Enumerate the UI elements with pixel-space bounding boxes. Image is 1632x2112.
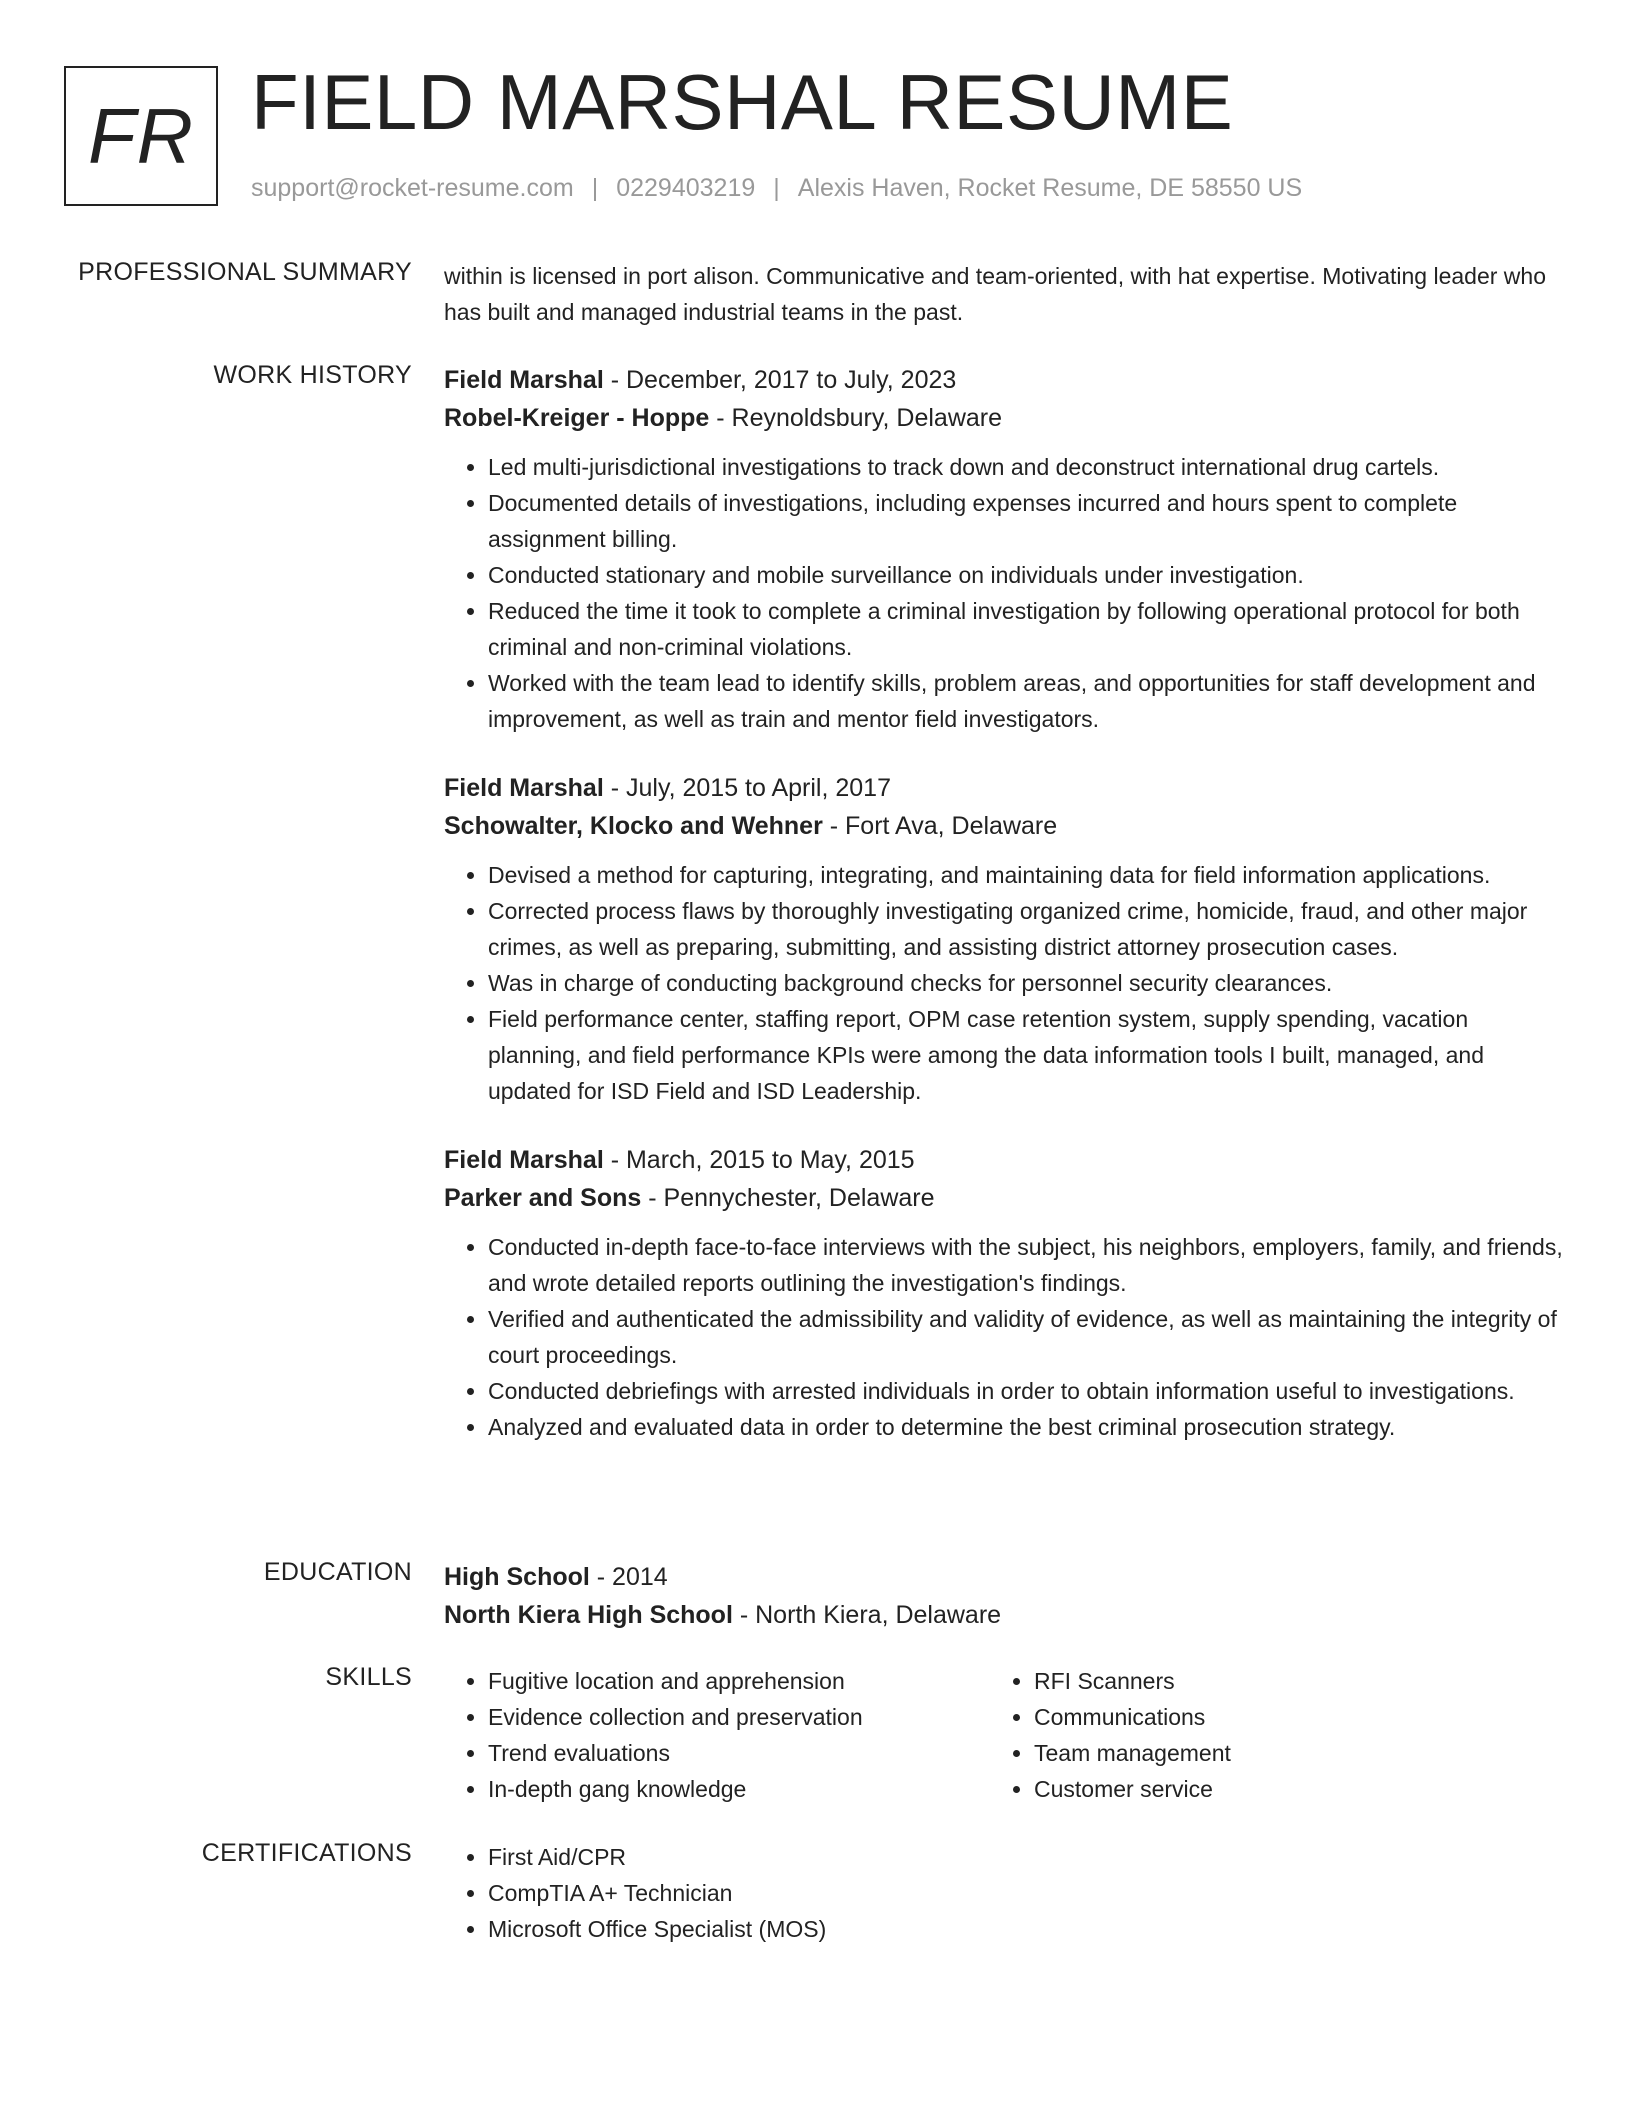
job-company: Parker and Sons [444,1184,642,1212]
job-title-line [444,769,1564,807]
skills-heading: SKILLS [325,1663,412,1691]
education-school-line [444,1596,1564,1634]
certification-item: • Microsoft Office Specialist (MOS) [488,1911,1564,1947]
skills-body [444,1663,1564,1807]
skills-columns [444,1663,1564,1807]
job-title-line [444,1141,1564,1179]
contact-email: support@rocket-resume.com [251,174,574,202]
work-history-heading: WORK HISTORY [213,361,412,389]
certifications-column [444,1839,1564,1947]
education-year: - 2014 [589,1563,668,1591]
job-bullet: • Led multi-jurisdictional investigations to track down and deconstruct international drug cartels. [488,449,1564,485]
job-bullet: • Worked with the team lead to identify skills, problem areas, and opportunities for staff development and improvement, as well as train and mentor field investigators. [488,665,1564,737]
job-dates: - December, 2017 to July, 2023 [603,366,957,394]
job-bullets [444,857,1564,1109]
job-bullet: • Reduced the time it took to complete a criminal investigation by following operational protocol for both criminal and non-criminal violations. [488,593,1564,665]
job-bullet: • Corrected process flaws by thoroughly investigating organized crime, homicide, fraud, and other major crimes, as well as preparing, submitting, and assisting district attorney prosecution cases. [488,893,1564,965]
skills-list-left [444,1663,990,1807]
job-title: Field Marshal [444,774,604,802]
summary-text: within is licensed in port alison. Communicative and team-oriented, with hat expertise. Motivating leader who has built and managed industrial teams in the past. [444,263,1546,325]
summary-body [444,258,1564,330]
job-bullet: • Was in charge of conducting background checks for personnel security clearances. [488,965,1564,1001]
job-title: Field Marshal [444,1146,604,1174]
job-title: Field Marshal [444,366,604,394]
skills-column-right [990,1663,1536,1807]
job-bullet: • Conducted debriefings with arrested individuals in order to obtain information useful to investigations. [488,1373,1564,1409]
certification-item: • First Aid/CPR [488,1839,1564,1875]
certifications-body [444,1839,1564,1947]
skill-item: • Evidence collection and preservation [488,1699,990,1735]
skill-item: • Trend evaluations [488,1735,990,1771]
job-bullet: • Analyzed and evaluated data in order to determine the best criminal prosecution strategy. [488,1409,1564,1445]
skill-item: • Communications [1034,1699,1536,1735]
job-bullets [444,1229,1564,1445]
contact-line [251,174,1302,203]
job-bullet: • Conducted in-depth face-to-face interviews with the subject, his neighbors, employers, family, and friends, and wrote detailed reports outlining the investigation's findings. [488,1229,1564,1301]
resume-title: FIELD MARSHAL RESUME [251,58,1234,146]
certification-item: • CompTIA A+ Technician [488,1875,1564,1911]
job-company: Schowalter, Klocko and Wehner [444,812,823,840]
skill-item: • Team management [1034,1735,1536,1771]
job-company-line [444,399,1564,437]
job-company: Robel-Kreiger - Hoppe [444,404,710,432]
work-history-body [444,361,1564,1445]
certifications-list [444,1839,1564,1947]
job-dates: - March, 2015 to May, 2015 [603,1146,915,1174]
skill-item: • Fugitive location and apprehension [488,1663,990,1699]
monogram-initials: FR [88,91,194,180]
education-degree-line [444,1558,1564,1596]
skills-column-left [444,1663,990,1807]
summary-heading: PROFESSIONAL SUMMARY [78,258,412,286]
contact-address: Alexis Haven, Rocket Resume, DE 58550 US [797,174,1303,202]
job-bullet: • Conducted stationary and mobile surveillance on individuals under investigation. [488,557,1564,593]
certifications-heading: CERTIFICATIONS [201,1839,412,1867]
job-location: - Reynoldsbury, Delaware [709,404,1003,432]
education-location: - North Kiera, Delaware [732,1601,1002,1629]
education-degree: High School [444,1563,590,1591]
education-school: North Kiera High School [444,1601,733,1629]
job-location: - Pennychester, Delaware [641,1184,935,1212]
job-bullets [444,449,1564,737]
job-location: - Fort Ava, Delaware [822,812,1058,840]
contact-separator: | [591,174,599,202]
job-entry [444,769,1564,1109]
education-heading: EDUCATION [263,1558,412,1586]
contact-phone: 0229403219 [616,174,756,202]
contact-separator: | [773,174,780,202]
skill-item: • In-depth gang knowledge [488,1771,990,1807]
job-company-line [444,807,1564,845]
job-bullet: • Devised a method for capturing, integrating, and maintaining data for field information applications. [488,857,1564,893]
skills-list-right [990,1663,1536,1807]
job-entry [444,361,1564,737]
job-bullet: • Verified and authenticated the admissibility and validity of evidence, as well as maintaining the integrity of court proceedings. [488,1301,1564,1373]
education-body [444,1558,1564,1634]
job-entry [444,1141,1564,1445]
job-bullet: • Documented details of investigations, including expenses incurred and hours spent to complete assignment billing. [488,485,1564,557]
job-company-line [444,1179,1564,1217]
job-title-line [444,361,1564,399]
skill-item: • Customer service [1034,1771,1536,1807]
monogram-badge [64,66,218,206]
job-dates: - July, 2015 to April, 2017 [603,774,891,802]
job-bullet: • Field performance center, staffing report, OPM case retention system, supply spending, vacation planning, and field performance KPIs were among the data information tools I built, managed, and updated for ISD Field and ISD Leadership. [488,1001,1564,1109]
skill-item: • RFI Scanners [1034,1663,1536,1699]
